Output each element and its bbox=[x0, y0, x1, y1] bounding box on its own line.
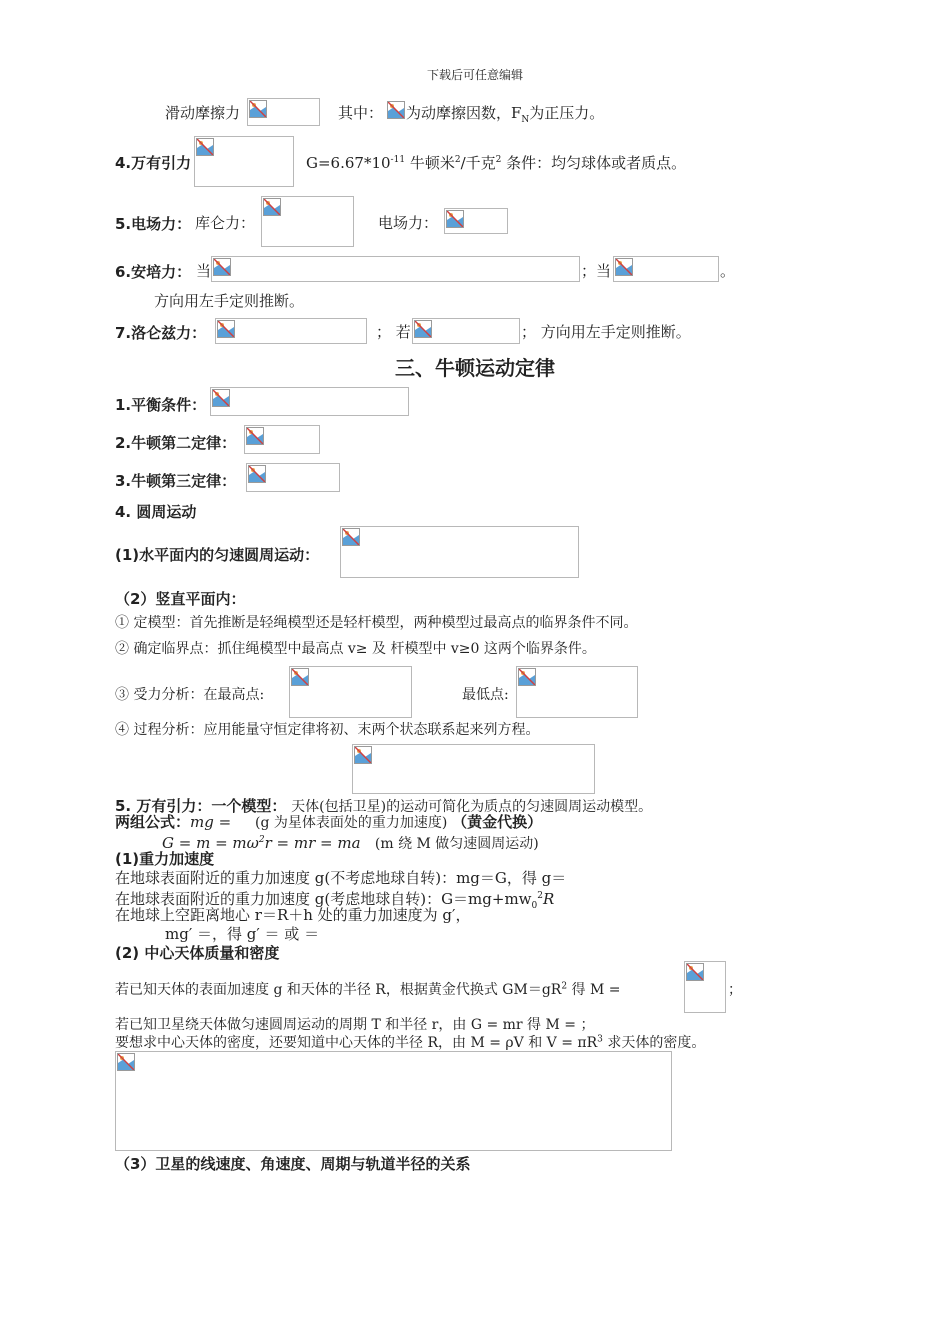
formula-image-low-point bbox=[516, 666, 638, 718]
two-formulas: 两组公式：mg = (g 为星体表面处的重力加速度) （黄金代换） bbox=[115, 813, 543, 831]
ampere-end: 。 bbox=[720, 262, 736, 280]
step-2: ② 确定临界点：抓住绳模型中最高点 v≥ 及 杆模型中 v≥0 这两个临界条件。 bbox=[115, 641, 596, 657]
broken-image-icon bbox=[686, 963, 704, 981]
friction-desc: 为动摩擦因数，$F_N$为正压力。 bbox=[406, 104, 605, 125]
broken-image-icon bbox=[354, 746, 372, 764]
coulomb-label: 库仑力： bbox=[195, 214, 256, 232]
formula-image-balance bbox=[210, 387, 409, 416]
broken-image-icon bbox=[217, 320, 235, 338]
formula-image-top-point bbox=[289, 666, 412, 718]
broken-image-icon bbox=[117, 1053, 135, 1071]
gravitation-constant: $G=6.67*10^{-11}$ 牛顿米$^2$/千克$^2$ 条件：均匀球体或者质点。 bbox=[306, 154, 687, 172]
formula-image-gravitation bbox=[194, 136, 294, 187]
circular-horizontal: (1)水平面内的匀速圆周运动： bbox=[115, 546, 320, 564]
gravity-accel-1: 在地球表面附近的重力加速度 g(不考虑地球自转)：mg＝G，得 g＝ bbox=[115, 869, 567, 887]
formula-image-electric bbox=[444, 208, 508, 234]
broken-image-icon bbox=[291, 668, 309, 686]
broken-image-icon bbox=[387, 101, 405, 119]
gravity-accel-4: mg′ ＝，得 g′ ＝ 或 ＝ bbox=[165, 925, 320, 943]
section-title: 三、牛顿运动定律 bbox=[395, 356, 555, 380]
broken-image-icon bbox=[414, 320, 432, 338]
circular-title: 4. 圆周运动 bbox=[115, 503, 197, 521]
formula-image-lorentz-2 bbox=[412, 318, 520, 344]
gravity-accel-title: (1)重力加速度 bbox=[115, 850, 215, 868]
broken-image-icon bbox=[615, 258, 633, 276]
formula-image-newton2 bbox=[244, 425, 320, 454]
newton2-label: 2.牛顿第二定律： bbox=[115, 434, 237, 452]
formula-image-circular bbox=[340, 526, 579, 578]
broken-image-icon bbox=[249, 100, 267, 118]
lorentz-direction: ； 方向用左手定则推断。 bbox=[521, 323, 691, 341]
gravitation-label: 4.万有引力 bbox=[115, 154, 192, 172]
step-1: ① 定模型：首先推断是轻绳模型还是轻杆模型，两种模型过最高点的临界条件不同。 bbox=[115, 615, 638, 631]
formula-image-density bbox=[115, 1051, 672, 1151]
mass-line-3: 要想求中心天体的密度，还要知道中心天体的半径 R，由 M = ρV 和 $V = \pi R^3$ 求天体的密度。 bbox=[115, 1034, 706, 1051]
mass-line-1: 若已知天体的表面加速度 g 和天体的半径 R，根据黄金代换式 $GM=gR^2$ 得 M = bbox=[115, 981, 621, 998]
broken-image-icon bbox=[263, 198, 281, 216]
friction-label: 滑动摩擦力 bbox=[165, 104, 241, 122]
broken-image-icon bbox=[213, 258, 231, 276]
electric-label: 5.电场力： bbox=[115, 215, 192, 233]
gravitation-model: 5. 万有引力：一个模型： 天体(包括卫星)的运动可简化为质点的匀速圆周运动模型。 bbox=[115, 797, 653, 815]
broken-image-icon bbox=[196, 138, 214, 156]
formula-image-ampere-1 bbox=[211, 256, 580, 282]
broken-image-icon bbox=[342, 528, 360, 546]
lorentz-label: 7.洛仑兹力： bbox=[115, 324, 207, 342]
broken-image-icon bbox=[446, 210, 464, 228]
formula-image-mu bbox=[386, 100, 408, 122]
broken-image-icon bbox=[212, 389, 230, 407]
mass-line-2: 若已知卫星绕天体做匀速圆周运动的周期 T 和半径 r，由 G = mr 得 M = ； bbox=[115, 1017, 595, 1033]
formula-image-friction bbox=[247, 98, 320, 126]
mass-line-1-end: ； bbox=[728, 982, 742, 998]
formula-image-energy bbox=[352, 744, 595, 794]
formula-image-coulomb bbox=[261, 196, 354, 247]
ampere-when: 当 bbox=[196, 262, 212, 280]
formula-image-ampere-2 bbox=[613, 256, 719, 282]
satellite-title: （3）卫星的线速度、角速度、周期与轨道半径的关系 bbox=[115, 1155, 471, 1173]
newton3-label: 3.牛顿第三定律： bbox=[115, 472, 237, 490]
circular-vertical: （2）竖直平面内： bbox=[115, 590, 246, 608]
gravity-accel-2: 在地球表面附近的重力加速度 g(考虑地球自转)：$G=mg+mw_0^2R$ bbox=[115, 890, 555, 911]
formula-image-mass bbox=[684, 961, 726, 1013]
step-3: ③ 受力分析：在最高点: bbox=[115, 687, 265, 703]
lorentz-if: ； 若 bbox=[376, 323, 411, 341]
gravity-accel-3: 在地球上空距离地心 r＝R＋h 处的重力加速度为 g′， bbox=[115, 906, 471, 924]
lowest-point-label: 最低点: bbox=[462, 687, 509, 703]
balance-label: 1.平衡条件： bbox=[115, 396, 207, 414]
broken-image-icon bbox=[246, 427, 264, 445]
ampere-direction: 方向用左手定则推断。 bbox=[154, 292, 305, 310]
orbit-formula: $G = m = m\omega^2r$ = mr = ma (m 绕 M 做匀速圆周运动) bbox=[162, 834, 539, 852]
formula-image-newton3 bbox=[246, 463, 340, 492]
page-header: 下载后可任意编辑 bbox=[426, 68, 523, 82]
formula-image-lorentz-1 bbox=[215, 318, 367, 344]
mass-density-title: (2) 中心天体质量和密度 bbox=[115, 944, 280, 962]
ampere-when-2: ；当 bbox=[581, 262, 612, 280]
ampere-label: 6.安培力： bbox=[115, 263, 192, 281]
electric-field-label: 电场力： bbox=[378, 214, 439, 232]
broken-image-icon bbox=[518, 668, 536, 686]
broken-image-icon bbox=[248, 465, 266, 483]
step-4: ④ 过程分析：应用能量守恒定律将初、末两个状态联系起来列方程。 bbox=[115, 722, 540, 738]
friction-where: 其中： bbox=[338, 104, 384, 122]
